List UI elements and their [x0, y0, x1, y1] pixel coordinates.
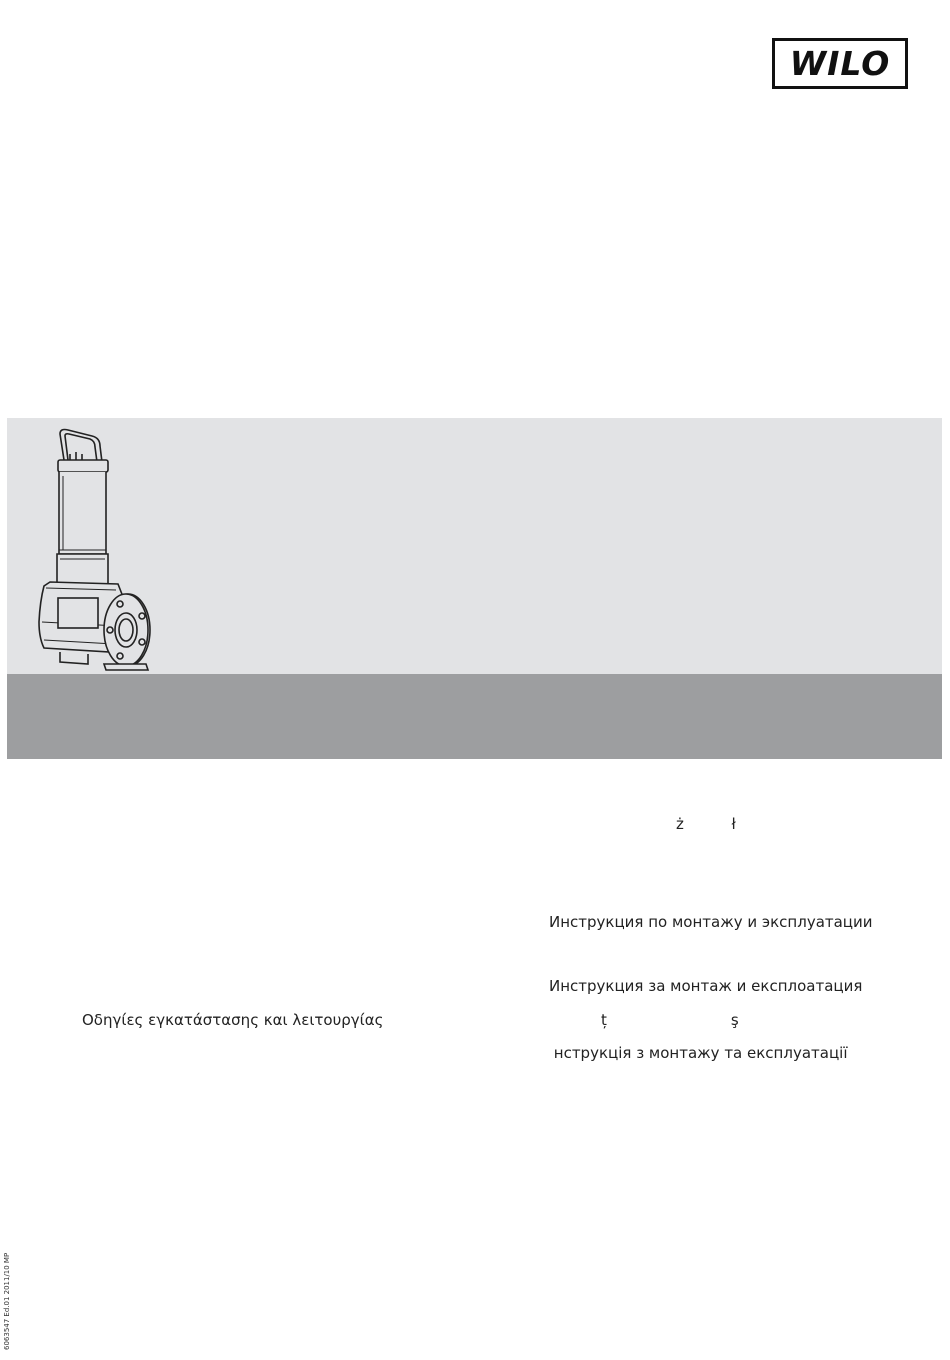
russian-title: Инструкция по монтажу и эксплуатации: [549, 913, 873, 931]
greek-title: Οδηγίες εγκατάστασης και λειτουργίας: [82, 1011, 384, 1029]
bulgarian-title: Инструкция за монтаж и експлоатация: [549, 977, 863, 995]
wilo-logo: [772, 38, 908, 89]
ukrainian-title: нструкція з монтажу та експлуатації: [549, 1044, 848, 1062]
polish-title-fragment: ż ł: [676, 815, 736, 833]
logo-text: WILO: [789, 44, 891, 83]
document-code: 6063547 Ed.01 2011/10 MP: [3, 1252, 11, 1350]
romanian-title-fragment: ț ş: [601, 1011, 739, 1029]
header-band-dark: [7, 674, 942, 759]
submersible-pump-illustration: [30, 426, 160, 672]
